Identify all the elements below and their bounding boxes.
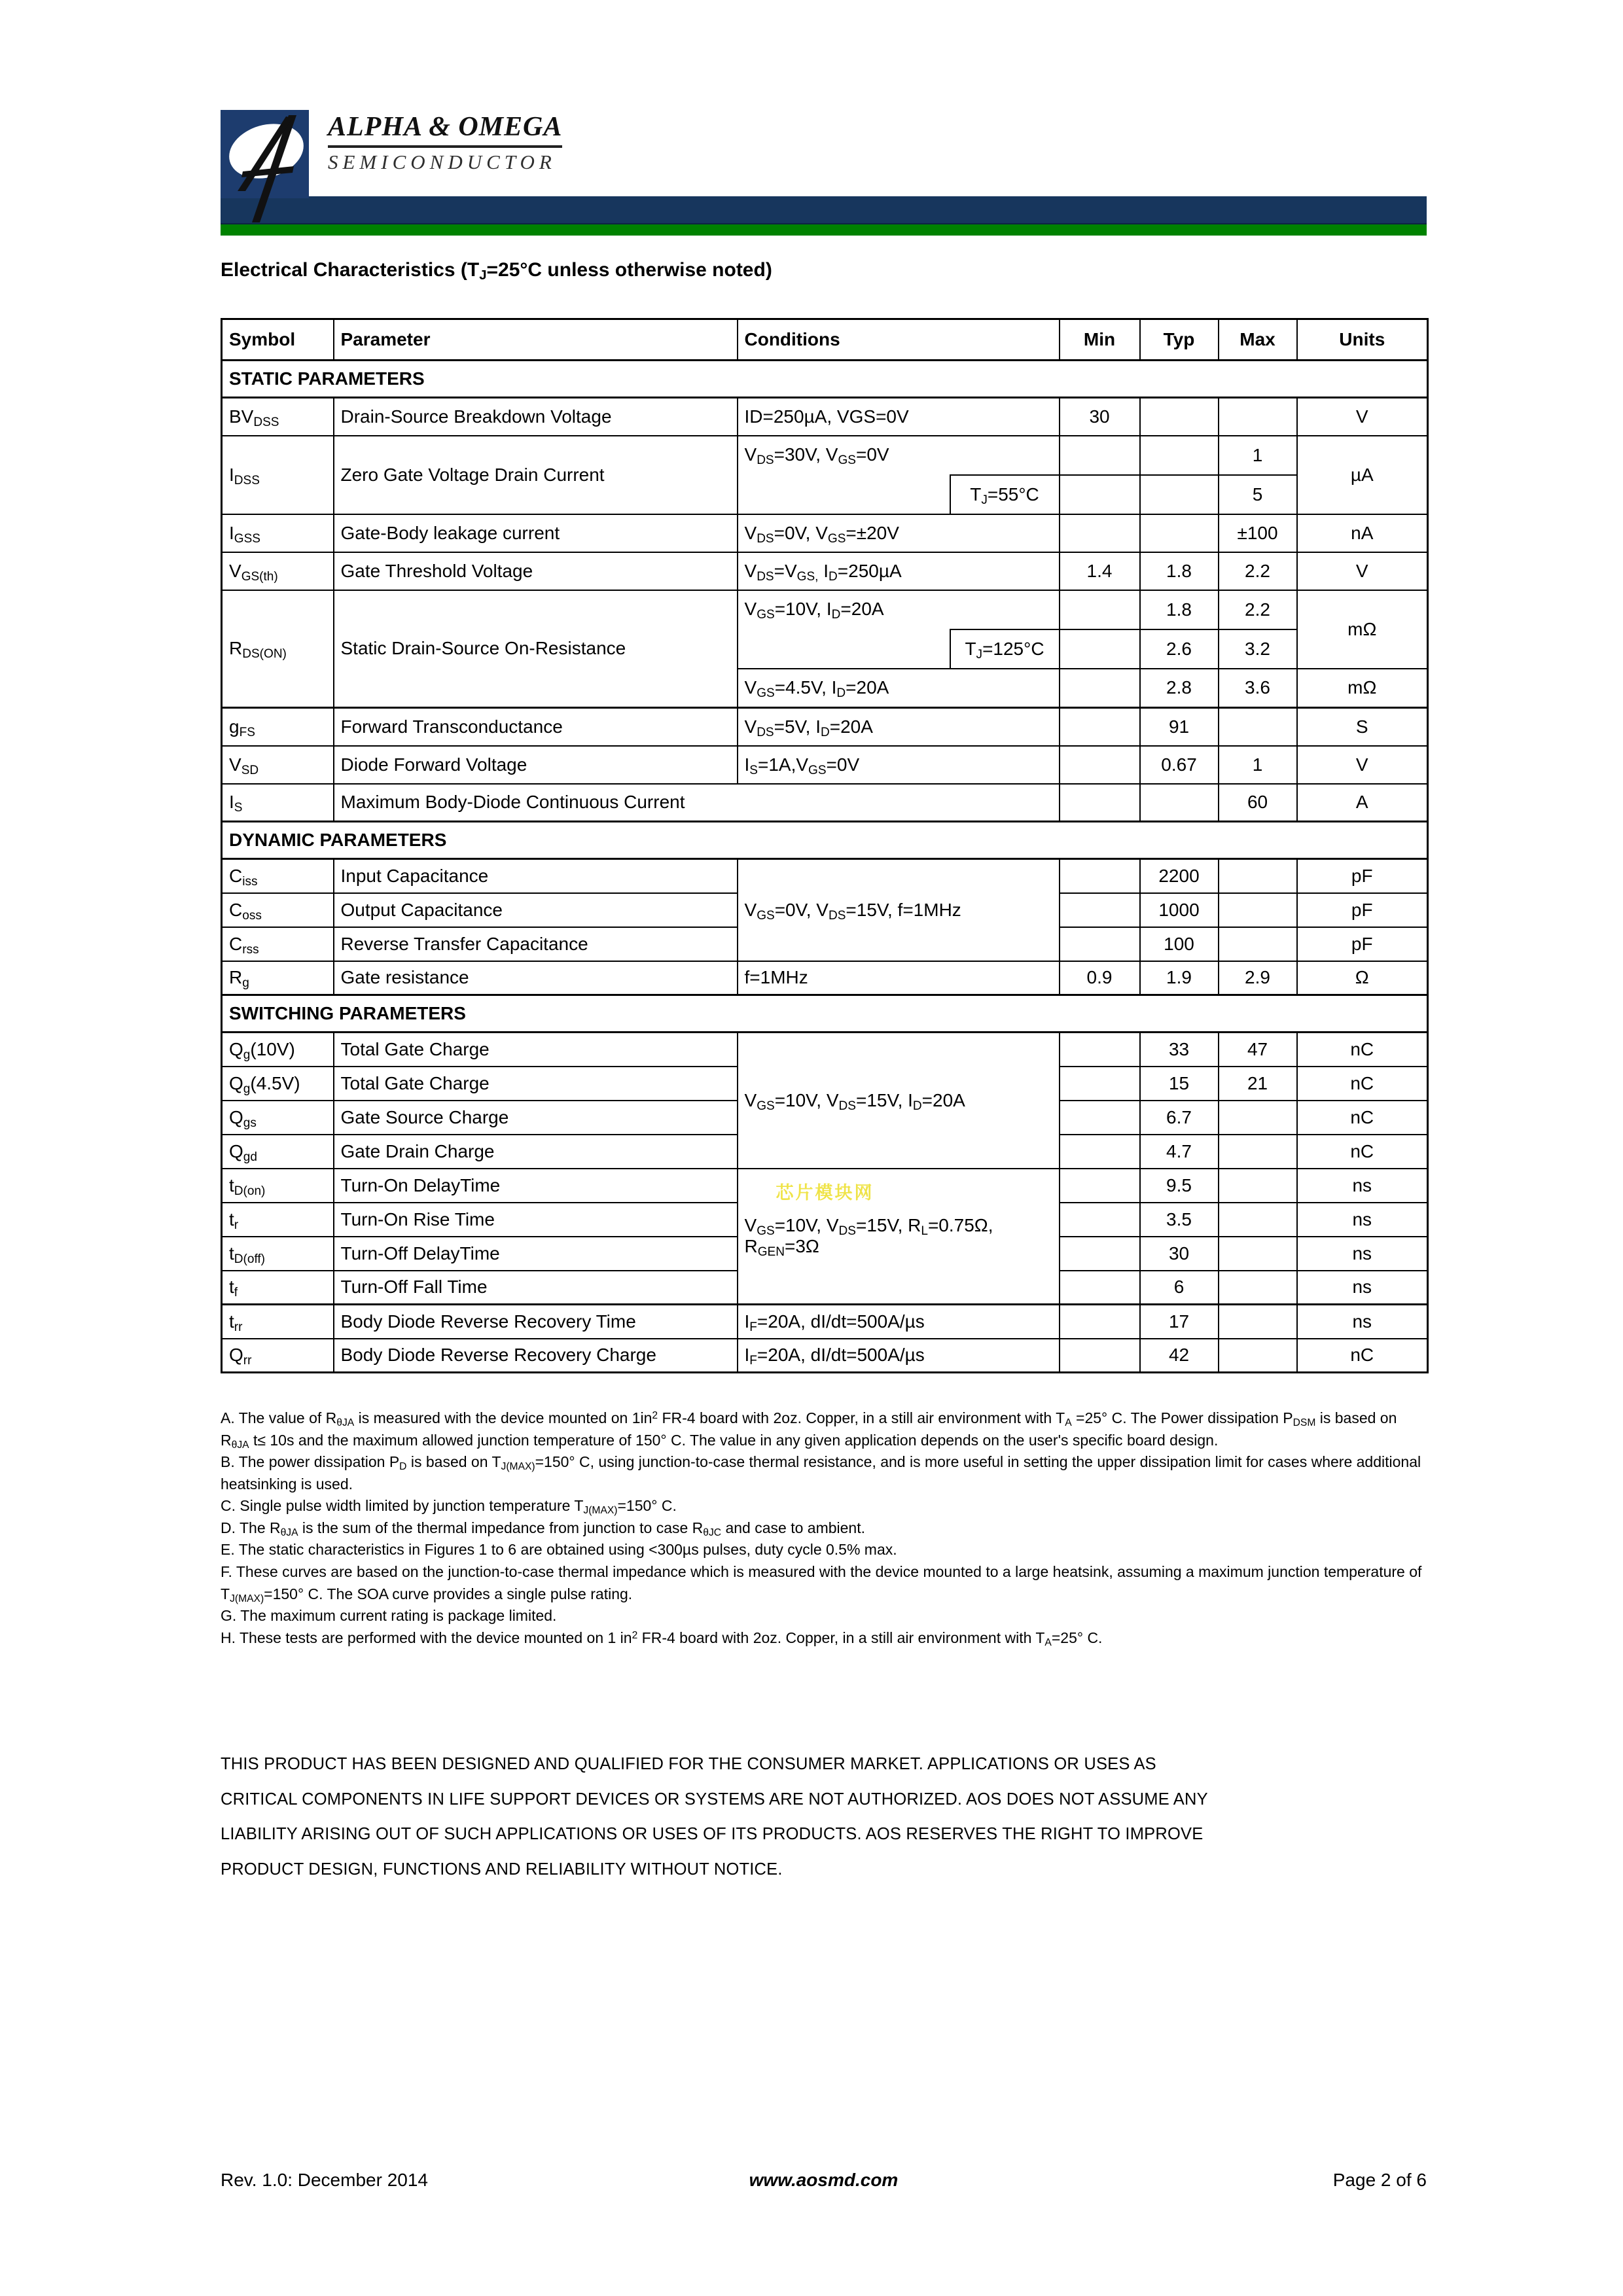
- cell-symbol: $t_{D(off)}$: [222, 1237, 334, 1271]
- cell-conditions: $V_{DS}=30V$, $V_{GS}=0V$: [738, 436, 950, 514]
- section-header-static: [222, 361, 1428, 398]
- cell-conditions: $V_{DS}=5V$, $I_D=20A$: [738, 708, 1060, 746]
- cell-parameter: Reverse Transfer Capacitance: [334, 927, 738, 961]
- cell-units: µA: [1297, 436, 1428, 514]
- col-header-min: Min: [1060, 319, 1140, 361]
- cell-symbol: $C_{iss}$: [222, 859, 334, 893]
- cell-typ: 100: [1140, 927, 1219, 961]
- cell-typ: [1140, 398, 1219, 436]
- cell-min: [1060, 1169, 1140, 1203]
- cell-parameter: Turn-Off Fall Time: [334, 1271, 738, 1305]
- cell-min: [1060, 859, 1140, 893]
- cell-max: [1219, 893, 1297, 927]
- cell-units: nC: [1297, 1067, 1428, 1101]
- cell-typ: 33: [1140, 1033, 1219, 1067]
- cell-units: V: [1297, 552, 1428, 590]
- col-header-typ: Typ: [1140, 319, 1219, 361]
- cell-units: pF: [1297, 859, 1428, 893]
- cell-max: 2.2: [1219, 590, 1297, 629]
- cell-units: pF: [1297, 893, 1428, 927]
- cell-parameter: Body Diode Reverse Recovery Time: [334, 1305, 738, 1339]
- brand-text: [328, 110, 562, 174]
- section-label: SWITCHING PARAMETERS: [222, 995, 1428, 1033]
- cell-typ: 0.67: [1140, 746, 1219, 784]
- cell-max: 60: [1219, 784, 1297, 822]
- note-b: B. The power dissipation $P_D$ is based on $T_{J(MAX)}=150^\circ$ C, using junction-to-case thermal resistance, and is more useful in setting the upper dissipation limit for cases where additional heatsinking is used.: [221, 1453, 1421, 1492]
- cell-min: 0.9: [1060, 961, 1140, 995]
- cell-units: ns: [1297, 1203, 1428, 1237]
- cell-units: nA: [1297, 514, 1428, 552]
- cell-min: [1060, 1033, 1140, 1067]
- cell-parameter: Gate Drain Charge: [334, 1135, 738, 1169]
- cell-min: [1060, 893, 1140, 927]
- row-ciss: [222, 859, 1428, 893]
- cell-symbol: $t_r$: [222, 1203, 334, 1237]
- cell-symbol: $Q_{gd}$: [222, 1135, 334, 1169]
- col-header-conditions: Conditions: [738, 319, 1060, 361]
- cell-conditions: f=1MHz: [738, 961, 1060, 995]
- cell-typ: 2.6: [1140, 629, 1219, 669]
- note-g: G. The maximum current rating is package limited.: [221, 1607, 557, 1625]
- conditions-text: $V_{GS}=10V$, $V_{DS}=15V$, $R_L=0.75\Omega$, $R_{GEN}=3\Omega$: [744, 1215, 993, 1259]
- cell-symbol: $g_{FS}$: [222, 708, 334, 746]
- cell-symbol: $t_{D(on)}$: [222, 1169, 334, 1203]
- cell-min: [1060, 1101, 1140, 1135]
- cell-conditions-spacer: [950, 590, 1060, 629]
- cell-units: ns: [1297, 1305, 1428, 1339]
- col-header-parameter: Parameter: [334, 319, 738, 361]
- cell-max: [1219, 927, 1297, 961]
- cell-min: 1.4: [1060, 552, 1140, 590]
- cell-parameter: Turn-On DelayTime: [334, 1169, 738, 1203]
- cell-typ: [1140, 475, 1219, 514]
- alpha-omega-logo-icon: [221, 110, 313, 224]
- cell-min: 30: [1060, 398, 1140, 436]
- cell-parameter: Total Gate Charge: [334, 1033, 738, 1067]
- cell-parameter: Drain-Source Breakdown Voltage: [334, 398, 738, 436]
- cell-min: [1060, 1339, 1140, 1373]
- row-is: [222, 784, 1428, 822]
- cell-symbol: $t_f$: [222, 1271, 334, 1305]
- cell-symbol: $Q_g(4.5V)$: [222, 1067, 334, 1101]
- cell-conditions: $V_{GS}=0V$, $V_{DS}=15V$, f=1MHz: [738, 859, 1060, 961]
- header-bars: [221, 196, 1427, 236]
- cell-units: ns: [1297, 1271, 1428, 1305]
- cell-typ: 30: [1140, 1237, 1219, 1271]
- cell-symbol: $R_{DS(ON)}$: [222, 590, 334, 708]
- cell-conditions: $V_{GS}=10V$, $I_D=20A$: [738, 590, 950, 669]
- cell-min: [1060, 1271, 1140, 1305]
- section-label: DYNAMIC PARAMETERS: [222, 822, 1428, 859]
- table-header-row: [222, 319, 1428, 361]
- cell-units: S: [1297, 708, 1428, 746]
- cell-max: [1219, 1101, 1297, 1135]
- cell-min: [1060, 708, 1140, 746]
- row-vgsth: [222, 552, 1428, 590]
- cell-min: [1060, 1135, 1140, 1169]
- cell-parameter: Total Gate Charge: [334, 1067, 738, 1101]
- revision-label: Rev. 1.0: December 2014: [221, 2170, 428, 2190]
- cell-conditions: $I_F=20A$, dI/dt=500A/µs: [738, 1305, 1060, 1339]
- cell-units: ns: [1297, 1169, 1428, 1203]
- note-a: A. The value of $R_{\theta JA}$ is measured with the device mounted on $1in^2$ FR-4 board with 2oz. Copper, in a still air environment with $T_A =25^\circ$ C. The Power dissipation $P_{DSM}$ is based on $R_{\theta JA}$ t≤ 10s and the maximum allowed junction temperature of 150° C. The value in any given application depends on the user's specific board design.: [221, 1409, 1397, 1451]
- cell-max: 2.9: [1219, 961, 1297, 995]
- row-idss: [222, 436, 1428, 475]
- cell-symbol: $Q_{gs}$: [222, 1101, 334, 1135]
- cell-typ: 6.7: [1140, 1101, 1219, 1135]
- row-gfs: [222, 708, 1428, 746]
- cell-symbol: $V_{SD}$: [222, 746, 334, 784]
- cell-units: nC: [1297, 1135, 1428, 1169]
- row-igss: [222, 514, 1428, 552]
- cell-parameter: Zero Gate Voltage Drain Current: [334, 436, 738, 514]
- cell-typ: 91: [1140, 708, 1219, 746]
- cell-units: V: [1297, 746, 1428, 784]
- brand-header: [221, 110, 1427, 200]
- cell-symbol: $Q_{rr}$: [222, 1339, 334, 1373]
- cell-max: 1: [1219, 436, 1297, 475]
- cell-sub-condition: $T_J=55^\circ C$: [950, 475, 1060, 514]
- electrical-characteristics-table: [221, 318, 1429, 1373]
- cell-max: [1219, 1271, 1297, 1305]
- cell-units: mΩ: [1297, 590, 1428, 669]
- cell-min: [1060, 927, 1140, 961]
- cell-parameter: Static Drain-Source On-Resistance: [334, 590, 738, 708]
- cell-units: pF: [1297, 927, 1428, 961]
- disclaimer-text: THIS PRODUCT HAS BEEN DESIGNED AND QUALIFIED FOR THE CONSUMER MARKET. APPLICATIONS OR USES AS CRITICAL COMPONENTS IN LIFE SUPPORT DEVICES OR SYSTEMS ARE NOT AUTHORIZED. AOS DOES NOT ASSUME ANY LIABILITY ARISING OUT OF SUCH APPLICATIONS OR USES OF ITS PRODUCTS. AOS RESERVES THE RIGHT TO IMPROVE PRODUCT DESIGN, FUNCTIONS AND RELIABILITY WITHOUT NOTICE.: [221, 1755, 1208, 1879]
- cell-units: Ω: [1297, 961, 1428, 995]
- cell-units: nC: [1297, 1033, 1428, 1067]
- col-header-symbol: Symbol: [222, 319, 334, 361]
- cell-typ: 1.8: [1140, 552, 1219, 590]
- cell-min: [1060, 746, 1140, 784]
- cell-min: [1060, 1305, 1140, 1339]
- cell-max: [1219, 398, 1297, 436]
- cell-typ: 4.7: [1140, 1135, 1219, 1169]
- section-label: STATIC PARAMETERS: [222, 361, 1428, 398]
- cell-conditions: $V_{DS}=0V$, $V_{GS}=\pm 20V$: [738, 514, 1060, 552]
- cell-conditions: $V_{GS}=10V$, $V_{DS}=15V$, $I_D=20A$: [738, 1033, 1060, 1169]
- footnotes: [221, 1407, 1428, 1649]
- cell-parameter: Gate resistance: [334, 961, 738, 995]
- note-e: E. The static characteristics in Figures 1 to 6 are obtained using <300µs pulses, duty cycle 0.5% max.: [221, 1541, 897, 1559]
- cell-max: [1219, 1339, 1297, 1373]
- cell-min: [1060, 1203, 1140, 1237]
- section-header-switching: [222, 995, 1428, 1033]
- cell-parameter: Turn-On Rise Time: [334, 1203, 738, 1237]
- cell-symbol: $C_{rss}$: [222, 927, 334, 961]
- cell-conditions: ID=250µA, VGS=0V: [738, 398, 1060, 436]
- cell-symbol: $BV_{DSS}$: [222, 398, 334, 436]
- cell-max: [1219, 859, 1297, 893]
- cell-typ: 2.8: [1140, 669, 1219, 708]
- cell-typ: [1140, 784, 1219, 822]
- cell-max: [1219, 1135, 1297, 1169]
- cell-max: [1219, 708, 1297, 746]
- cell-typ: 1000: [1140, 893, 1219, 927]
- cell-parameter: Diode Forward Voltage: [334, 746, 738, 784]
- cell-conditions-spacer: [950, 436, 1060, 475]
- cell-conditions: $I_F=20A$, dI/dt=500A/µs: [738, 1339, 1060, 1373]
- cell-units: nC: [1297, 1339, 1428, 1373]
- cell-parameter: Body Diode Reverse Recovery Charge: [334, 1339, 738, 1373]
- cell-min: [1060, 514, 1140, 552]
- website-url: www.aosmd.com: [749, 2170, 899, 2190]
- cell-symbol: $R_g$: [222, 961, 334, 995]
- page-number: Page 2 of 6: [1332, 2170, 1427, 2190]
- cell-parameter: Turn-Off DelayTime: [334, 1237, 738, 1271]
- cell-max: [1219, 1169, 1297, 1203]
- brand-subname: SEMICONDUCTOR: [328, 150, 556, 173]
- cell-conditions: [738, 1169, 1060, 1305]
- row-bvdss: [222, 398, 1428, 436]
- cell-max: ±100: [1219, 514, 1297, 552]
- note-d: D. The $R_{\theta JA}$ is the sum of the thermal impedance from junction to case $R_{\theta JC}$ and case to ambient.: [221, 1519, 865, 1538]
- cell-symbol: $I_{GSS}$: [222, 514, 334, 552]
- cell-conditions: $V_{GS}=4.5V$, $I_D=20A$: [738, 669, 1060, 708]
- note-f: F. These curves are based on the junction-to-case thermal impedance which is measured with the device mounted to a large heatsink, assuming a maximum junction temperature of $T_{J(MAX)}=150^\circ$ C. The SOA curve provides a single pulse rating.: [221, 1563, 1422, 1604]
- cell-conditions: $I_S=1A,V_{GS}=0V$: [738, 746, 1060, 784]
- cell-max: 1: [1219, 746, 1297, 784]
- row-trr: [222, 1305, 1428, 1339]
- col-header-units: Units: [1297, 319, 1428, 361]
- cell-units: A: [1297, 784, 1428, 822]
- page-content: [221, 0, 1427, 1888]
- row-qrr: [222, 1339, 1428, 1373]
- cell-conditions: $V_{DS}=V_{GS,}$ $I_D=250\mu A$: [738, 552, 1060, 590]
- cell-min: [1060, 590, 1140, 629]
- cell-max: [1219, 1305, 1297, 1339]
- cell-max: 3.2: [1219, 629, 1297, 669]
- cell-max: 21: [1219, 1067, 1297, 1101]
- row-vsd: [222, 746, 1428, 784]
- cell-typ: 42: [1140, 1339, 1219, 1373]
- cell-symbol: $C_{oss}$: [222, 893, 334, 927]
- cell-symbol: $I_S$: [222, 784, 334, 822]
- cell-units: V: [1297, 398, 1428, 436]
- cell-min: [1060, 784, 1140, 822]
- cell-typ: 2200: [1140, 859, 1219, 893]
- row-qg10: [222, 1033, 1428, 1067]
- cell-typ: 1.8: [1140, 590, 1219, 629]
- cell-units: nC: [1297, 1101, 1428, 1135]
- cell-max: [1219, 1203, 1297, 1237]
- cell-min: [1060, 1067, 1140, 1101]
- cell-max: 5: [1219, 475, 1297, 514]
- cell-symbol: $Q_g(10V)$: [222, 1033, 334, 1067]
- cell-max: 3.6: [1219, 669, 1297, 708]
- cell-max: 47: [1219, 1033, 1297, 1067]
- cell-parameter: Forward Transconductance: [334, 708, 738, 746]
- cell-typ: [1140, 514, 1219, 552]
- cell-min: [1060, 629, 1140, 669]
- cell-max: [1219, 1237, 1297, 1271]
- cell-min: [1060, 669, 1140, 708]
- cell-parameter: Output Capacitance: [334, 893, 738, 927]
- cell-symbol: $V_{GS(th)}$: [222, 552, 334, 590]
- note-c: C. Single pulse width limited by junction temperature $T_{J(MAX)}=150^\circ$ C.: [221, 1497, 677, 1517]
- cell-max: 2.2: [1219, 552, 1297, 590]
- cell-typ: 9.5: [1140, 1169, 1219, 1203]
- header-bar-blue: [221, 196, 1427, 224]
- cell-parameter: Gate Source Charge: [334, 1101, 738, 1135]
- page-footer: [221, 2170, 1427, 2191]
- cell-parameter: Maximum Body-Diode Continuous Current: [334, 784, 1060, 822]
- cell-units: mΩ: [1297, 669, 1428, 708]
- note-h: H. These tests are performed with the device mounted on 1 $in^2$ FR-4 board with 2oz. Copper, in a still air environment with $T_A=25^\circ$ C.: [221, 1629, 1103, 1648]
- cell-typ: 6: [1140, 1271, 1219, 1305]
- cell-parameter: Input Capacitance: [334, 859, 738, 893]
- col-header-max: Max: [1219, 319, 1297, 361]
- row-tdon: [222, 1169, 1428, 1203]
- row-rdson-10v: [222, 590, 1428, 629]
- cell-symbol: $I_{DSS}$: [222, 436, 334, 514]
- watermark-text: 芯片模块网: [776, 1182, 874, 1203]
- cell-min: [1060, 475, 1140, 514]
- brand-name: ALPHA & OMEGA: [328, 111, 562, 148]
- cell-typ: [1140, 436, 1219, 475]
- cell-sub-condition: $T_J=125^\circ C$: [950, 629, 1060, 669]
- header-bar-green: [221, 224, 1427, 236]
- cell-typ: 3.5: [1140, 1203, 1219, 1237]
- page-title: Electrical Characteristics ($T_J=25^\circ C$ unless otherwise noted): [221, 259, 772, 283]
- cell-typ: 15: [1140, 1067, 1219, 1101]
- cell-parameter: Gate-Body leakage current: [334, 514, 738, 552]
- cell-parameter: Gate Threshold Voltage: [334, 552, 738, 590]
- cell-typ: 17: [1140, 1305, 1219, 1339]
- cell-typ: 1.9: [1140, 961, 1219, 995]
- cell-units: ns: [1297, 1237, 1428, 1271]
- cell-min: [1060, 436, 1140, 475]
- row-rg: [222, 961, 1428, 995]
- cell-symbol: $t_{rr}$: [222, 1305, 334, 1339]
- section-header-dynamic: [222, 822, 1428, 859]
- cell-min: [1060, 1237, 1140, 1271]
